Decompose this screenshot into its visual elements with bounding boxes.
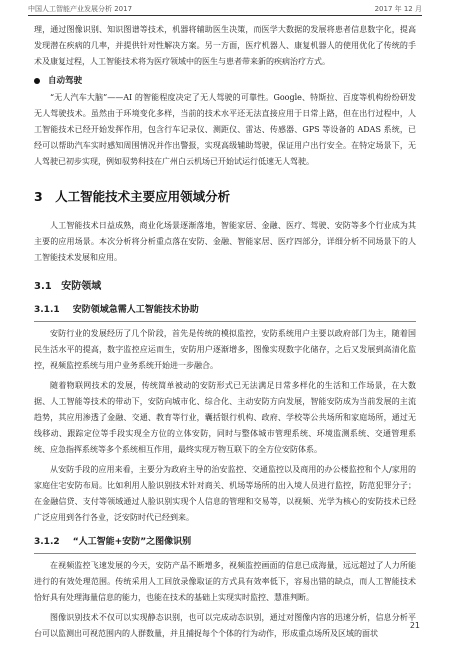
chapter-title: 人工智能技术主要应用领域分析 xyxy=(55,189,231,204)
paragraph: 从安防手段的应用来看，主要分为政府主导的治安监控、交通监控以及商用的办公楼监控和个人/家用的家庭住宅安防布局。比如利用人脸识别技术针对商关、机场等场所的出入境人员进行监控，防范犯罪分子；在金融信贷、支付等领域通过人脸识别实现个人信息的管理和交易等，以视频、光学为核心的安防技术已经广泛应用到各行各业，泛安防时代已经到来。 xyxy=(34,465,416,522)
paragraph: 在视频监控飞速发展的今天，安防产品不断增多，视频监控画面的信息已成海量，远远超过了人力所能进行的有效处理范围。传统采用人工回放录像取证的方式具有效率低下，容易出错的缺点，而人工智能技术恰好具有处理海量信息的能力，也能在技术的基础上实现实时监控、慧准判断。 xyxy=(34,561,416,602)
page-content xyxy=(34,22,416,646)
paragraph: 图像识别技术不仅可以实现静态识别，也可以完成动态识别，通过对图像内容的迅速分析，信息分析平台可以监测出可视范围内的人群数量，并且捕捉每个个体的行为动作，形成重点场所及区域的面状 xyxy=(34,613,416,638)
bullet-heading xyxy=(34,74,416,88)
chapter-heading xyxy=(34,188,416,206)
subsection-divider xyxy=(34,321,416,322)
section-number: 3.1 xyxy=(34,281,52,292)
chapter-paragraph: 人工智能技术日益成熟，商业化场景逐渐落地，智能家居、金融、医疗、驾驶、安防等多个行业成为其主要的应用场景。本次分析将分析重点落在安防、金融、智能家居、医疗四部分，详细分析不同场景下的人工智能技术发展和应用。 xyxy=(34,221,416,262)
subsection-heading-1 xyxy=(34,304,416,317)
bullet-title: 自动驾驶 xyxy=(48,76,83,86)
subsection-number-2: 3.1.2 xyxy=(34,537,60,547)
subsection-heading-2 xyxy=(34,536,416,549)
bullet-dot-icon xyxy=(34,78,40,84)
page-number: 21 xyxy=(409,621,420,630)
header-title: 中国人工智能产业发展分析 2017 xyxy=(28,5,133,13)
subsection-divider xyxy=(34,553,416,554)
intro-paragraph: 理，通过图像识别、知识图谱等技术，机器将辅助医生决策，而医学大数据的发展将患者信息数字化，提高发现潜在疾病的几率，并提供针对性解决方案。另一方面，医疗机器人、康复机器人的使用优化了传统的手术及康复过程，人工智能技术将为医疗领域中的医生与患者带来新的疾病治疗方式。 xyxy=(34,25,416,66)
subsection-number-1: 3.1.1 xyxy=(34,305,60,315)
chapter-number: 3 xyxy=(34,189,43,204)
paragraph: 随着物联网技术的发展，传统简单被动的安防形式已无法满足日常多样化的生活和工作场景，在大数据、人工智能等技术的带动下，安防向城市化、综合化、主动安防方向发展，智能安防成为当前发展的主流趋势，其应用渗透了金融、交通、教育等行业，囊括银行机构、政府、学校等公共场所和家庭场所，通过无线移动、跟踪定位等手段实现全方位的立体安防，同时与整体城市管理系统、环境监测系统、交通管理系统、应急指挥系统等多个系统相互作用，最终实现万物互联下的全方位安防体系。 xyxy=(34,381,416,454)
section-title: 安防领域 xyxy=(61,281,102,292)
subsection-title-1: 安防领域急需人工智能技术协助 xyxy=(72,305,199,315)
section-heading xyxy=(34,280,416,294)
subsection-title-2: “人工智能+安防”之图像识别 xyxy=(72,537,192,547)
auto-driving-paragraph: “无人汽车大脑”——AI 的智能程度决定了无人驾驶的可靠性。Google、特斯拉、百度等机构纷纷研发无人驾驶技术。虽然由于环境变化多样，当前的技术水平还无法直接应用于日常上路，但在出行过程中，人工智能技术已经开始发挥作用，包含行车记录仪、测距仪、雷达、传感器、GPS 等设备的 ADAS 系统，已经可以帮助汽车实时感知周围情况并作出警报，实现高级辅助驾驶，保证用户出行安全。在特定场景下，无人驾驶已初步实现，例如驭势科技在广州白云机场已开始试运行低速无人驾驶。 xyxy=(34,93,416,166)
header-date: 2017 年 12 月 xyxy=(374,5,422,13)
header-divider xyxy=(28,15,422,16)
paragraph: 安防行业的发展经历了几个阶段，首先是传统的模拟监控，安防系统用户主要以政府部门为主，随着国民生活水平的提高，数字监控应运而生，安防用户逐渐增多，图像实现数字化储存，之后又发展到高清化监控，视频监控系统与用户业务系统开始进一步融合。 xyxy=(34,329,416,370)
